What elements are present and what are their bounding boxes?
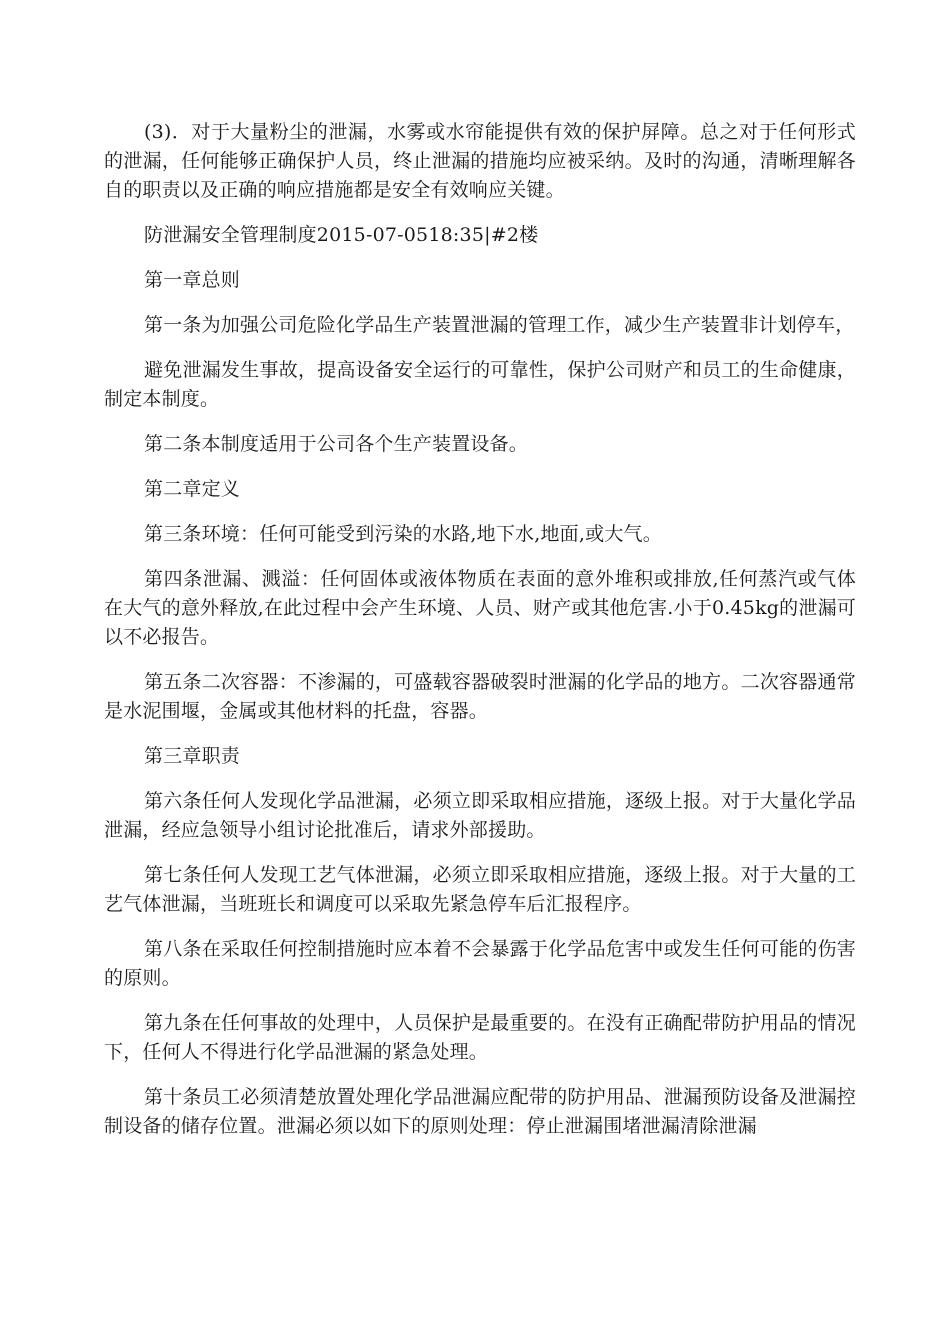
article-5: 第五条二次容器：不渗漏的，可盛载容器破裂时泄漏的化学品的地方。二次容器通常是水泥围堰，金属或其他材料的托盘，容器。: [104, 671, 856, 722]
article-2: 第二条本制度适用于公司各个生产装置设备。: [144, 433, 529, 455]
paragraph-dust-leak: (3)．对于大量粉尘的泄漏，水雾或水帘能提供有效的保护屏障。总之对于任何形式的泄漏，任何能够正确保护人员，终止泄漏的措施均应被采纳。及时的沟通，清晰理解各自的职责以及正确的响应措施都是安全有效响应关键。: [104, 121, 856, 201]
chapter-heading-definitions: 第二章定义: [144, 478, 241, 500]
article-1: 第一条为加强公司危险化学品生产装置泄漏的管理工作，减少生产装置非计划停车，: [144, 314, 855, 336]
document-body: [104, 118, 856, 1157]
article-1-continued: 避免泄漏发生事故，提高设备安全运行的可靠性，保护公司财产和员工的生命健康，制定本制度。: [104, 359, 856, 410]
article-4: 第四条泄漏、溅溢：任何固体或液体物质在表面的意外堆积或排放,任何蒸汽或气体在大气的意外释放,在此过程中会产生环境、人员、财产或其他危害.小于0.45kg的泄漏可以不必报告。: [104, 568, 856, 648]
article-10: 第十条员工必须清楚放置处理化学品泄漏应配带的防护用品、泄漏预防设备及泄漏控制设备的储存位置。泄漏必须以如下的原则处理：停止泄漏围堵泄漏清除泄漏: [104, 1086, 856, 1137]
chapter-heading-general: 第一章总则: [144, 269, 241, 291]
article-3: 第三条环境：任何可能受到污染的水路,地下水,地面,或大气。: [144, 523, 662, 545]
article-9: 第九条在任何事故的处理中，人员保护是最重要的。在没有正确配带防护用品的情况下，任何人不得进行化学品泄漏的紧急处理。: [104, 1012, 856, 1063]
chapter-heading-duties: 第三章职责: [144, 745, 241, 767]
article-6: 第六条任何人发现化学品泄漏，必须立即采取相应措施，逐级上报。对于大量化学品泄漏，经应急领导小组讨论批准后，请求外部援助。: [104, 790, 856, 841]
paragraph-post-header: 防泄漏安全管理制度2015-07-0518:35|#2楼: [144, 224, 539, 246]
article-7: 第七条任何人发现工艺气体泄漏，必须立即采取相应措施，逐级上报。对于大量的工艺气体泄漏，当班班长和调度可以采取先紧急停车后汇报程序。: [104, 864, 856, 915]
article-8: 第八条在采取任何控制措施时应本着不会暴露于化学品危害中或发生任何可能的伤害的原则。: [104, 938, 856, 989]
